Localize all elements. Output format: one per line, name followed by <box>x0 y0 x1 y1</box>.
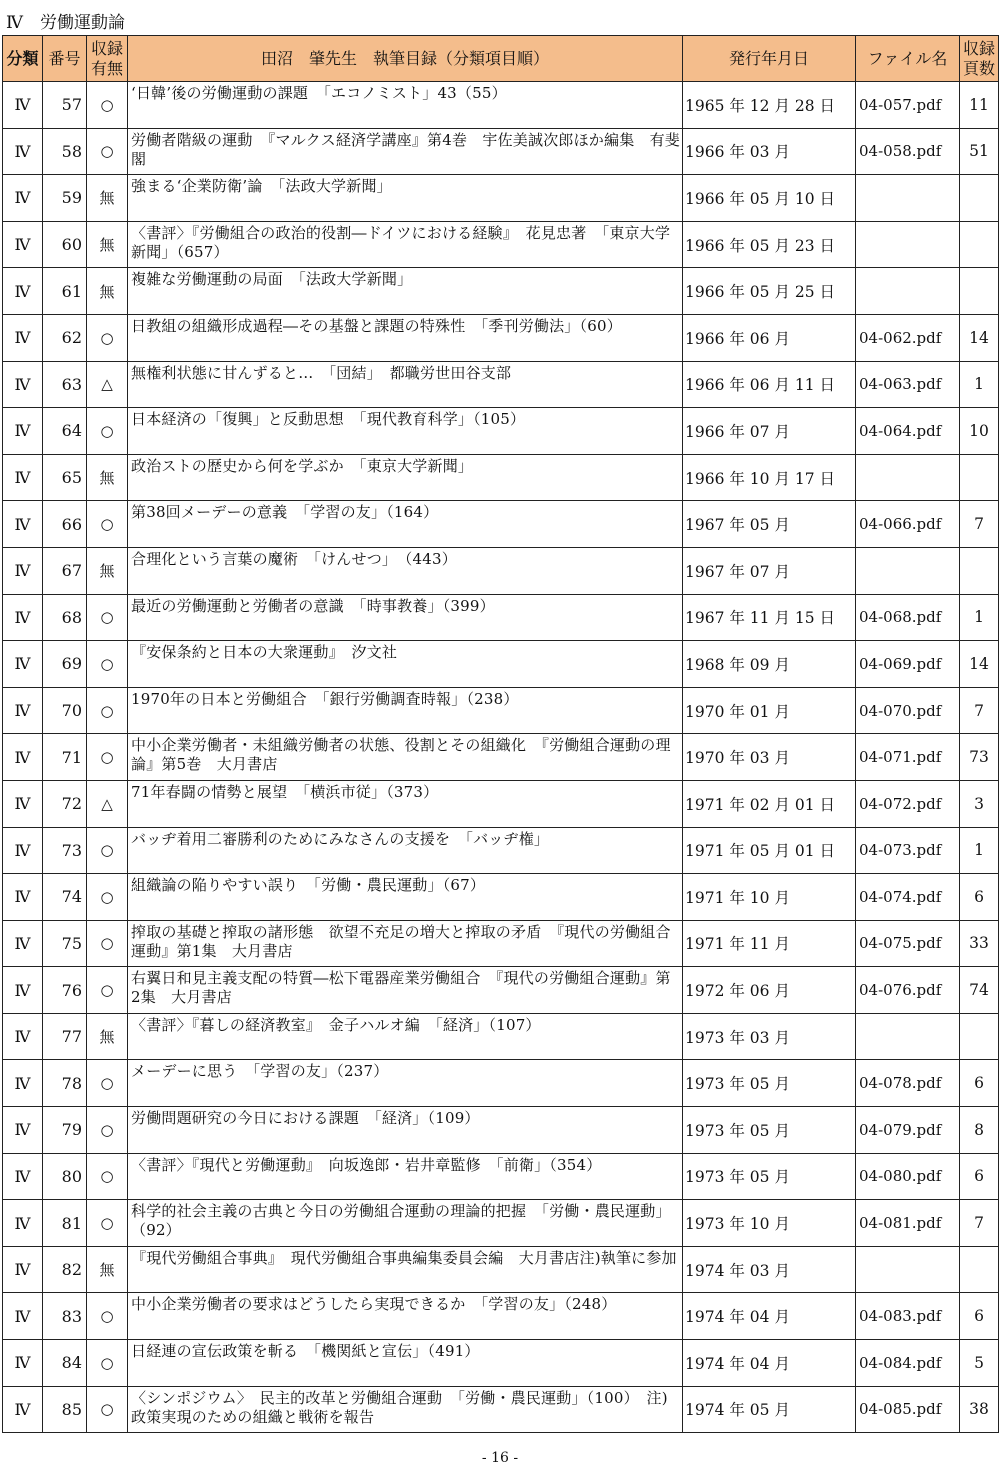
page-count-cell <box>960 1246 999 1293</box>
category-cell: Ⅳ <box>3 687 43 734</box>
category-cell: Ⅳ <box>3 268 43 315</box>
page-count-cell: 73 <box>960 734 999 781</box>
page-count-cell: 33 <box>960 920 999 967</box>
category-cell: Ⅳ <box>3 408 43 455</box>
category-cell: Ⅳ <box>3 175 43 222</box>
page-number: - 16 - <box>481 1450 519 1466</box>
header-date: 発行年月日 <box>683 36 856 82</box>
title-cell: 〈シンポジウム〉 民主的改革と労働組合運動 「労働・農民運動」（100） 注)政策実現のための組織と戦術を報告 <box>128 1386 683 1433</box>
page-count-cell: 74 <box>960 967 999 1014</box>
date-cell: 1966 年 03 月 <box>683 128 856 175</box>
number-cell: 67 <box>43 547 87 594</box>
title-cell: 科学的社会主義の古典と今日の労働組合運動の理論的把握 「労働・農民運動」（92） <box>128 1200 683 1247</box>
number-cell: 63 <box>43 361 87 408</box>
file-name-cell: 04-068.pdf <box>856 594 960 641</box>
date-cell: 1973 年 05 月 <box>683 1060 856 1107</box>
date-cell: 1966 年 05 月 23 日 <box>683 221 856 268</box>
file-name-cell: 04-074.pdf <box>856 874 960 921</box>
date-cell: 1967 年 05 月 <box>683 501 856 548</box>
table-row <box>3 594 999 641</box>
title-cell: 組織論の陥りやすい誤り 「労働・農民運動」（67） <box>128 874 683 921</box>
number-cell: 68 <box>43 594 87 641</box>
included-mark: ○ <box>87 128 128 175</box>
file-name-cell <box>856 175 960 222</box>
file-name-cell: 04-076.pdf <box>856 967 960 1014</box>
included-mark: ○ <box>87 1386 128 1433</box>
page-count-cell: 7 <box>960 687 999 734</box>
category-cell: Ⅳ <box>3 920 43 967</box>
date-cell: 1966 年 05 月 25 日 <box>683 268 856 315</box>
table-row <box>3 920 999 967</box>
included-mark: △ <box>87 361 128 408</box>
title-cell: メーデーに思う 「学習の友」（237） <box>128 1060 683 1107</box>
date-cell: 1971 年 10 月 <box>683 874 856 921</box>
included-mark: ○ <box>87 641 128 688</box>
date-cell: 1966 年 05 月 10 日 <box>683 175 856 222</box>
page-count-cell: 1 <box>960 361 999 408</box>
included-mark: ○ <box>87 314 128 361</box>
date-cell: 1973 年 03 月 <box>683 1013 856 1060</box>
file-name-cell: 04-078.pdf <box>856 1060 960 1107</box>
page-count-cell: 5 <box>960 1340 999 1387</box>
header-title: 田沼 肇先生 執筆目録（分類項目順） <box>128 36 683 82</box>
date-cell: 1967 年 11 月 15 日 <box>683 594 856 641</box>
title-cell: 1970年の日本と労働組合 「銀行労働調査時報」（238） <box>128 687 683 734</box>
date-cell: 1971 年 02 月 01 日 <box>683 780 856 827</box>
table-row <box>3 175 999 222</box>
date-cell: 1972 年 06 月 <box>683 967 856 1014</box>
title-cell: 中小企業労働者の要求はどうしたら実現できるか 「学習の友」（248） <box>128 1293 683 1340</box>
included-mark: 無 <box>87 175 128 222</box>
title-cell: 〈書評〉『暮しの経済教室』 金子ハルオ編 「経済」（107） <box>128 1013 683 1060</box>
page-count-cell: 7 <box>960 501 999 548</box>
category-cell: Ⅳ <box>3 827 43 874</box>
file-name-cell: 04-058.pdf <box>856 128 960 175</box>
file-name-cell <box>856 221 960 268</box>
file-name-cell: 04-072.pdf <box>856 780 960 827</box>
title-cell: 労働者階級の運動 『マルクス経済学講座』第4巻 宇佐美誠次郎ほか編集 有斐閣 <box>128 128 683 175</box>
category-cell: Ⅳ <box>3 501 43 548</box>
number-cell: 79 <box>43 1107 87 1154</box>
number-cell: 62 <box>43 314 87 361</box>
page-count-cell: 6 <box>960 1060 999 1107</box>
table-row <box>3 1107 999 1154</box>
category-cell: Ⅳ <box>3 594 43 641</box>
file-name-cell: 04-064.pdf <box>856 408 960 455</box>
file-name-cell <box>856 454 960 501</box>
included-mark: ○ <box>87 1060 128 1107</box>
number-cell: 66 <box>43 501 87 548</box>
table-row <box>3 82 999 129</box>
date-cell: 1970 年 01 月 <box>683 687 856 734</box>
header-category: 分類 <box>3 36 43 82</box>
category-cell: Ⅳ <box>3 1386 43 1433</box>
file-name-cell: 04-073.pdf <box>856 827 960 874</box>
table-row <box>3 1200 999 1247</box>
title-cell: 日教組の組織形成過程―その基盤と課題の特殊性 「季刊労働法」（60） <box>128 314 683 361</box>
header-pages: 収録 頁数 <box>960 36 999 82</box>
number-cell: 65 <box>43 454 87 501</box>
included-mark: ○ <box>87 1340 128 1387</box>
page-count-cell <box>960 547 999 594</box>
page-count-cell: 1 <box>960 827 999 874</box>
file-name-cell: 04-079.pdf <box>856 1107 960 1154</box>
table-row <box>3 221 999 268</box>
table-row <box>3 1386 999 1433</box>
title-cell: ‘日韓’後の労働運動の課題 「エコノミスト」43（55） <box>128 82 683 129</box>
title-cell: 〈書評〉『労働組合の政治的役割―ドイツにおける経験』 花見忠著 「東京大学新聞」（657） <box>128 221 683 268</box>
title-cell: 労働問題研究の今日における課題 「経済」（109） <box>128 1107 683 1154</box>
title-cell: 右翼日和見主義支配の特質―松下電器産業労働組合 『現代の労働組合運動』第2集 大月書店 <box>128 967 683 1014</box>
number-cell: 69 <box>43 641 87 688</box>
date-cell: 1973 年 05 月 <box>683 1153 856 1200</box>
header-number: 番号 <box>43 36 87 82</box>
included-mark: ○ <box>87 967 128 1014</box>
bibliography-table <box>2 35 999 1433</box>
date-cell: 1967 年 07 月 <box>683 547 856 594</box>
table-row <box>3 874 999 921</box>
page-count-cell <box>960 175 999 222</box>
date-cell: 1974 年 04 月 <box>683 1340 856 1387</box>
table-row <box>3 827 999 874</box>
table-row <box>3 641 999 688</box>
file-name-cell: 04-084.pdf <box>856 1340 960 1387</box>
number-cell: 78 <box>43 1060 87 1107</box>
table-row <box>3 734 999 781</box>
category-cell: Ⅳ <box>3 1153 43 1200</box>
file-name-cell <box>856 1013 960 1060</box>
table-row <box>3 687 999 734</box>
category-cell: Ⅳ <box>3 128 43 175</box>
file-name-cell: 04-070.pdf <box>856 687 960 734</box>
file-name-cell: 04-085.pdf <box>856 1386 960 1433</box>
page-count-cell <box>960 268 999 315</box>
date-cell: 1965 年 12 月 28 日 <box>683 82 856 129</box>
date-cell: 1966 年 06 月 <box>683 314 856 361</box>
number-cell: 85 <box>43 1386 87 1433</box>
table-row <box>3 408 999 455</box>
included-mark: ○ <box>87 687 128 734</box>
category-cell: Ⅳ <box>3 874 43 921</box>
included-mark: ○ <box>87 874 128 921</box>
included-mark: 無 <box>87 1013 128 1060</box>
title-cell: 合理化という言葉の魔術 「けんせつ」 （443） <box>128 547 683 594</box>
title-cell: 日経連の宣伝政策を斬る 「機関紙と宣伝」（491） <box>128 1340 683 1387</box>
title-cell: 政治ストの歴史から何を学ぶか 「東京大学新聞」 <box>128 454 683 501</box>
table-row <box>3 1246 999 1293</box>
included-mark: 無 <box>87 268 128 315</box>
included-mark: ○ <box>87 82 128 129</box>
file-name-cell <box>856 547 960 594</box>
included-mark: ○ <box>87 827 128 874</box>
included-mark: ○ <box>87 734 128 781</box>
table-row <box>3 780 999 827</box>
included-mark: ○ <box>87 594 128 641</box>
header-included: 収録 有無 <box>87 36 128 82</box>
category-cell: Ⅳ <box>3 1013 43 1060</box>
file-name-cell: 04-080.pdf <box>856 1153 960 1200</box>
table-row <box>3 1060 999 1107</box>
page-count-cell: 51 <box>960 128 999 175</box>
number-cell: 77 <box>43 1013 87 1060</box>
page-count-cell: 10 <box>960 408 999 455</box>
category-cell: Ⅳ <box>3 1246 43 1293</box>
page-count-cell: 7 <box>960 1200 999 1247</box>
category-cell: Ⅳ <box>3 314 43 361</box>
included-mark: 無 <box>87 454 128 501</box>
table-row <box>3 547 999 594</box>
file-name-cell: 04-066.pdf <box>856 501 960 548</box>
category-cell: Ⅳ <box>3 734 43 781</box>
title-cell: 『安保条約と日本の大衆運動』 汐文社 <box>128 641 683 688</box>
page-count-cell: 8 <box>960 1107 999 1154</box>
number-cell: 80 <box>43 1153 87 1200</box>
number-cell: 71 <box>43 734 87 781</box>
included-mark: ○ <box>87 1200 128 1247</box>
number-cell: 70 <box>43 687 87 734</box>
included-mark: 無 <box>87 221 128 268</box>
title-cell: 強まる‘企業防衛’論 「法政大学新聞」 <box>128 175 683 222</box>
file-name-cell: 04-083.pdf <box>856 1293 960 1340</box>
file-name-cell: 04-063.pdf <box>856 361 960 408</box>
file-name-cell: 04-081.pdf <box>856 1200 960 1247</box>
table-row <box>3 501 999 548</box>
table-row <box>3 454 999 501</box>
number-cell: 74 <box>43 874 87 921</box>
number-cell: 73 <box>43 827 87 874</box>
date-cell: 1966 年 07 月 <box>683 408 856 455</box>
table-row <box>3 1153 999 1200</box>
title-cell: 複雑な労働運動の局面 「法政大学新聞」 <box>128 268 683 315</box>
number-cell: 59 <box>43 175 87 222</box>
page-count-cell: 14 <box>960 314 999 361</box>
title-cell: バッヂ着用二審勝利のためにみなさんの支援を 「バッヂ権」 <box>128 827 683 874</box>
category-cell: Ⅳ <box>3 454 43 501</box>
category-cell: Ⅳ <box>3 1107 43 1154</box>
table-row <box>3 268 999 315</box>
date-cell: 1968 年 09 月 <box>683 641 856 688</box>
title-cell: 搾取の基礎と搾取の諸形態 欲望不充足の増大と搾取の矛盾 『現代の労働組合運動』第1集 大月書店 <box>128 920 683 967</box>
date-cell: 1966 年 10 月 17 日 <box>683 454 856 501</box>
page-count-cell <box>960 1013 999 1060</box>
page-count-cell: 11 <box>960 82 999 129</box>
file-name-cell <box>856 1246 960 1293</box>
included-mark: △ <box>87 780 128 827</box>
included-mark: ○ <box>87 1107 128 1154</box>
number-cell: 84 <box>43 1340 87 1387</box>
page-count-cell: 3 <box>960 780 999 827</box>
number-cell: 76 <box>43 967 87 1014</box>
title-cell: 日本経済の「復興」と反動思想 「現代教育科学」（105） <box>128 408 683 455</box>
title-cell: 71年春闘の情勢と展望 「横浜市従」（373） <box>128 780 683 827</box>
file-name-cell <box>856 268 960 315</box>
category-cell: Ⅳ <box>3 1200 43 1247</box>
table-row <box>3 1293 999 1340</box>
category-cell: Ⅳ <box>3 780 43 827</box>
number-cell: 58 <box>43 128 87 175</box>
page-count-cell: 1 <box>960 594 999 641</box>
date-cell: 1970 年 03 月 <box>683 734 856 781</box>
page-count-cell: 38 <box>960 1386 999 1433</box>
file-name-cell: 04-062.pdf <box>856 314 960 361</box>
table-row <box>3 361 999 408</box>
page-count-cell <box>960 454 999 501</box>
number-cell: 60 <box>43 221 87 268</box>
header-row <box>3 36 999 82</box>
page-count-cell: 6 <box>960 874 999 921</box>
date-cell: 1974 年 05 月 <box>683 1386 856 1433</box>
included-mark: ○ <box>87 408 128 455</box>
number-cell: 72 <box>43 780 87 827</box>
category-cell: Ⅳ <box>3 361 43 408</box>
title-cell: 〈書評〉『現代と労働運動』 向坂逸郎・岩井章監修 「前衛」（354） <box>128 1153 683 1200</box>
category-cell: Ⅳ <box>3 641 43 688</box>
date-cell: 1974 年 04 月 <box>683 1293 856 1340</box>
included-mark: ○ <box>87 1293 128 1340</box>
header-file: ファイル名 <box>856 36 960 82</box>
table-row <box>3 967 999 1014</box>
title-cell: 最近の労働運動と労働者の意識 「時事教養」（399） <box>128 594 683 641</box>
page-count-cell: 14 <box>960 641 999 688</box>
section-title: Ⅳ 労働運動論 <box>6 13 125 33</box>
title-cell: 『現代労働組合事典』 現代労働組合事典編集委員会編 大月書店注)執筆に参加 <box>128 1246 683 1293</box>
date-cell: 1974 年 03 月 <box>683 1246 856 1293</box>
category-cell: Ⅳ <box>3 547 43 594</box>
file-name-cell: 04-075.pdf <box>856 920 960 967</box>
included-mark: ○ <box>87 920 128 967</box>
included-mark: 無 <box>87 1246 128 1293</box>
file-name-cell: 04-069.pdf <box>856 641 960 688</box>
file-name-cell: 04-057.pdf <box>856 82 960 129</box>
title-cell: 中小企業労働者・未組織労働者の状態、役割とその組織化 『労働組合運動の理論』第5巻 大月書店 <box>128 734 683 781</box>
table-row <box>3 128 999 175</box>
category-cell: Ⅳ <box>3 1340 43 1387</box>
number-cell: 81 <box>43 1200 87 1247</box>
category-cell: Ⅳ <box>3 1060 43 1107</box>
title-cell: 第38回メーデーの意義 「学習の友」（164） <box>128 501 683 548</box>
included-mark: 無 <box>87 547 128 594</box>
table-row <box>3 314 999 361</box>
category-cell: Ⅳ <box>3 221 43 268</box>
category-cell: Ⅳ <box>3 967 43 1014</box>
date-cell: 1966 年 06 月 11 日 <box>683 361 856 408</box>
included-mark: ○ <box>87 501 128 548</box>
number-cell: 57 <box>43 82 87 129</box>
number-cell: 75 <box>43 920 87 967</box>
category-cell: Ⅳ <box>3 82 43 129</box>
date-cell: 1971 年 11 月 <box>683 920 856 967</box>
number-cell: 82 <box>43 1246 87 1293</box>
included-mark: ○ <box>87 1153 128 1200</box>
date-cell: 1973 年 05 月 <box>683 1107 856 1154</box>
number-cell: 64 <box>43 408 87 455</box>
page-count-cell: 6 <box>960 1293 999 1340</box>
date-cell: 1971 年 05 月 01 日 <box>683 827 856 874</box>
title-cell: 無権利状態に甘んずると… 「団結」 都職労世田谷支部 <box>128 361 683 408</box>
table-row <box>3 1013 999 1060</box>
page-count-cell <box>960 221 999 268</box>
file-name-cell: 04-071.pdf <box>856 734 960 781</box>
page-count-cell: 6 <box>960 1153 999 1200</box>
table-row <box>3 1340 999 1387</box>
number-cell: 83 <box>43 1293 87 1340</box>
date-cell: 1973 年 10 月 <box>683 1200 856 1247</box>
category-cell: Ⅳ <box>3 1293 43 1340</box>
number-cell: 61 <box>43 268 87 315</box>
